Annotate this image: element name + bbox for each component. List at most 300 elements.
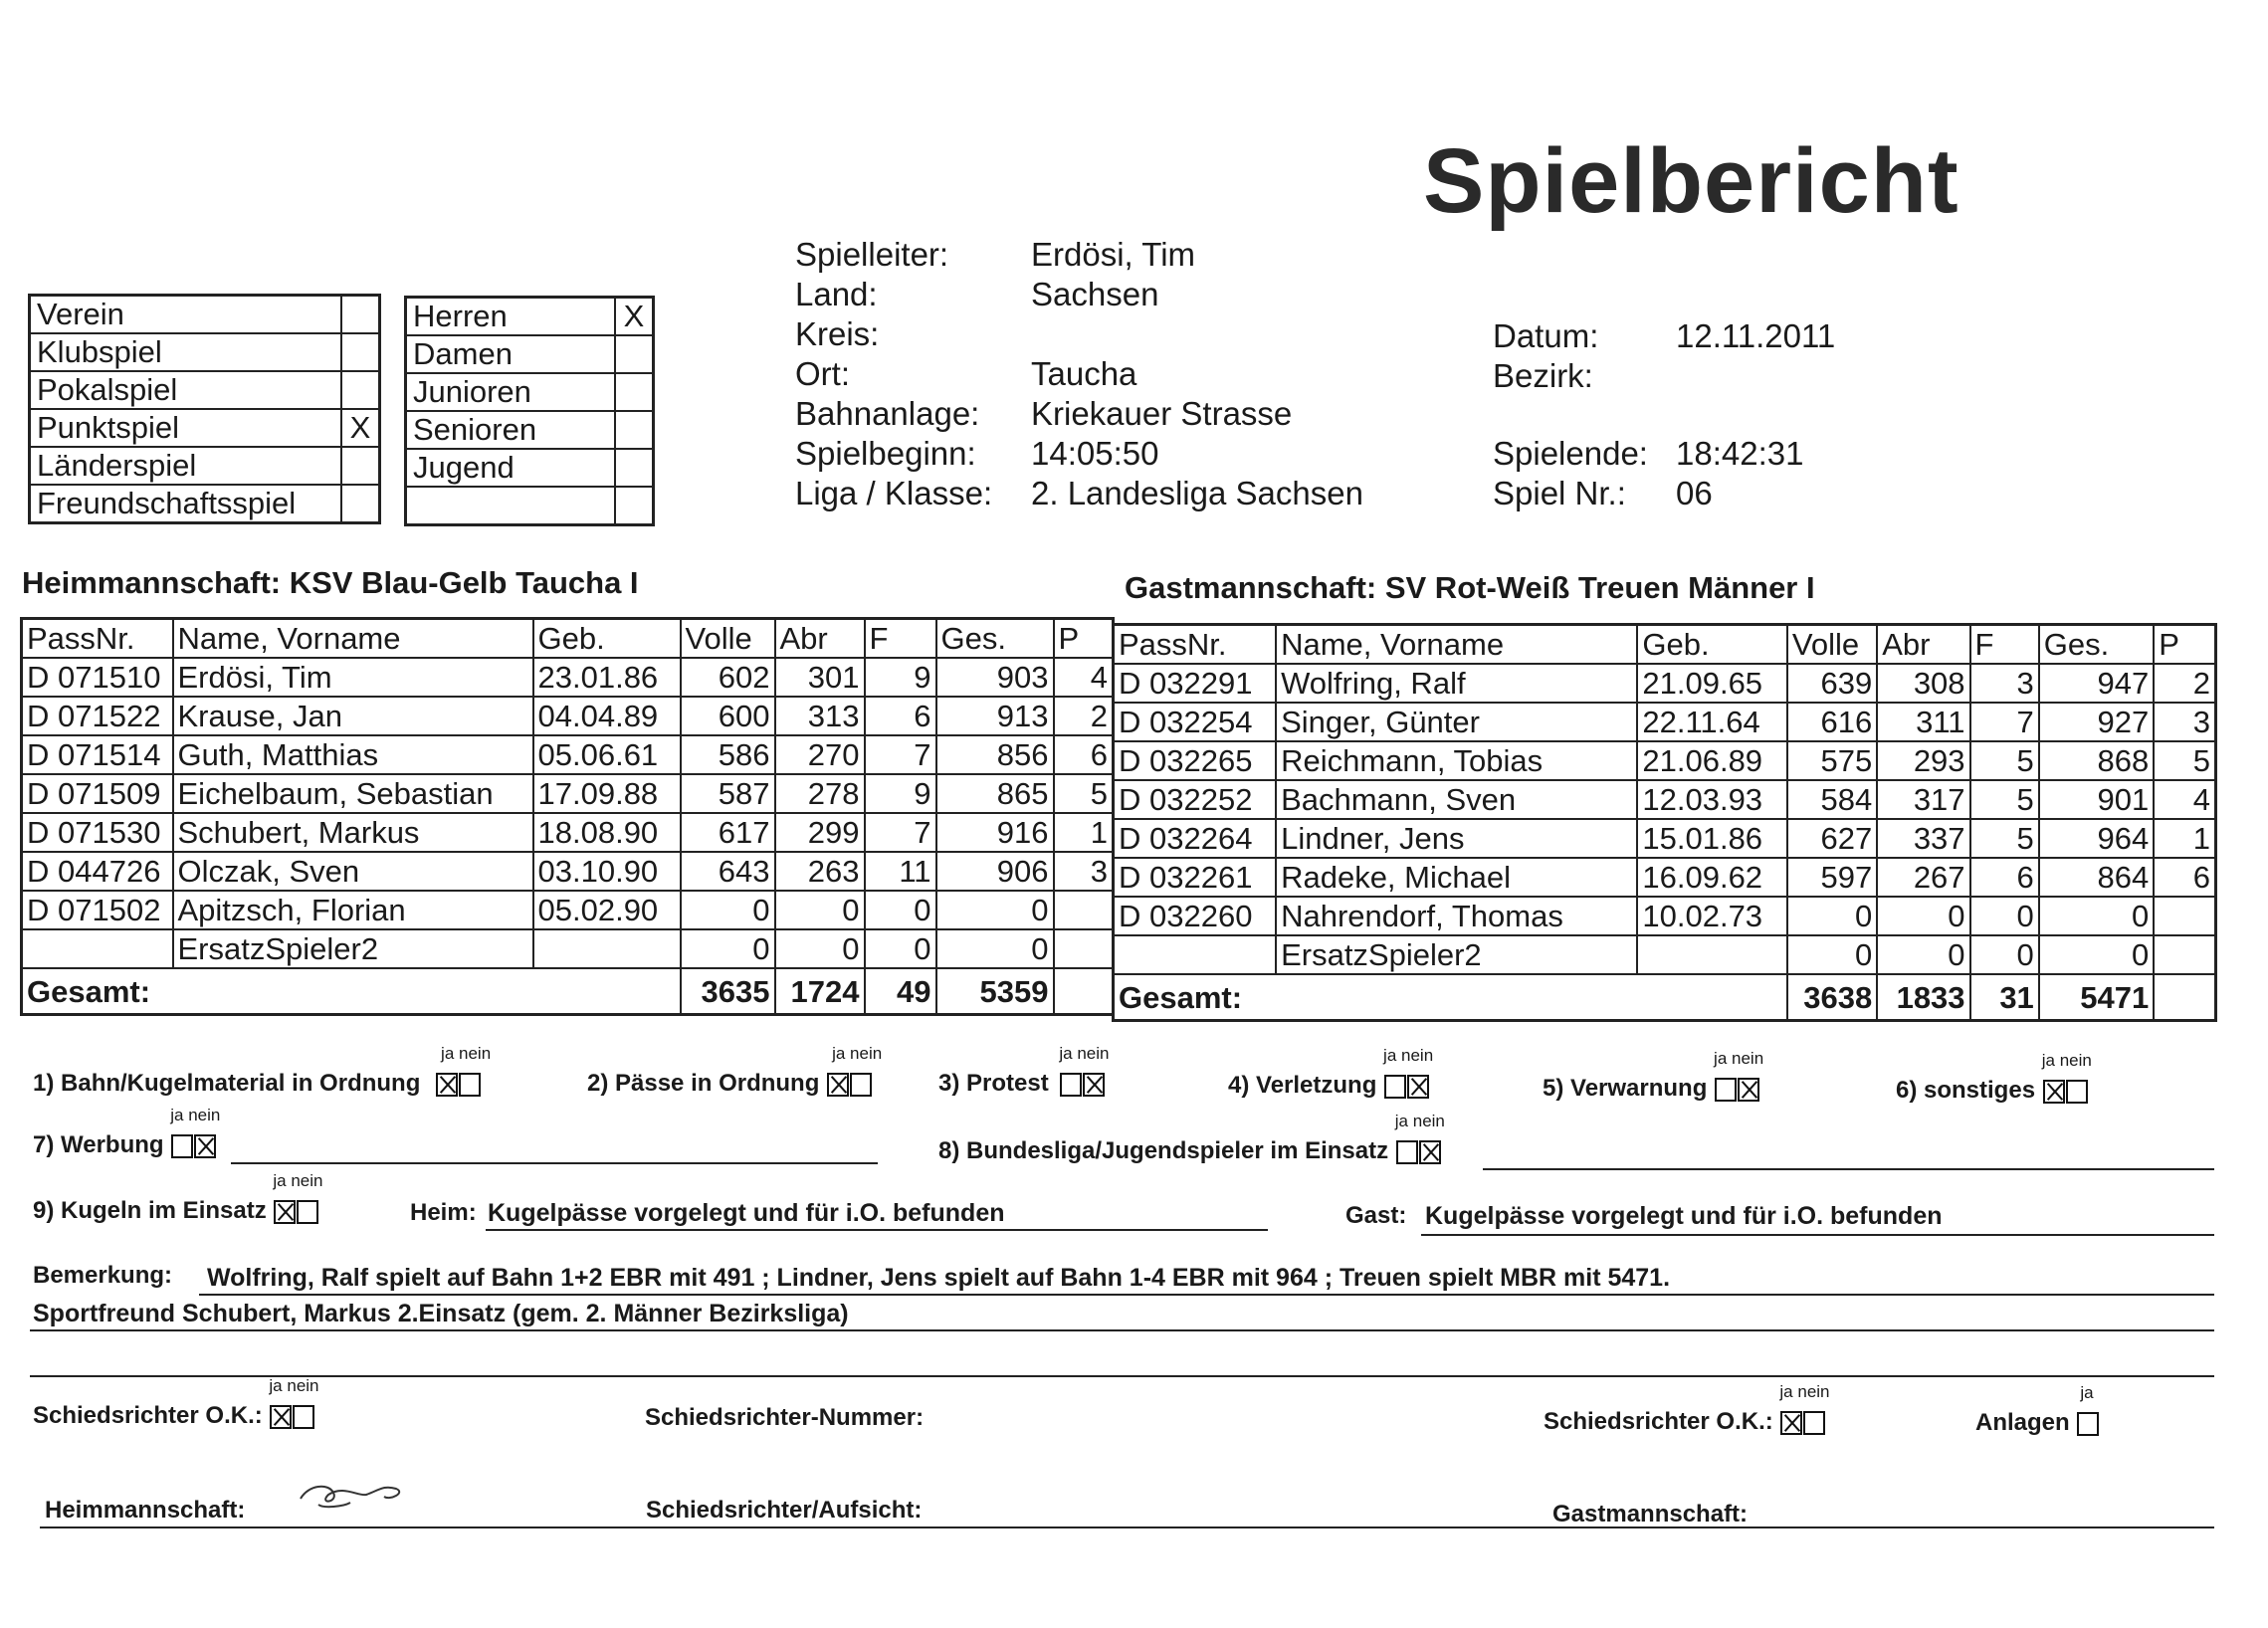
label-ort: Ort: bbox=[795, 355, 850, 392]
home-cell: 0 bbox=[865, 929, 936, 968]
anlagen-ja-checkbox[interactable] bbox=[2077, 1412, 2099, 1436]
guest-cell: 6 bbox=[1970, 858, 2039, 897]
guest-cell: D 032264 bbox=[1114, 819, 1277, 858]
bemerkung-line2[interactable]: Sportfreund Schubert, Markus 2.Einsatz (gem. 2. Männer Bezirksliga) bbox=[33, 1300, 849, 1327]
home-total-cell: 49 bbox=[865, 968, 936, 1015]
game-type-mark[interactable] bbox=[341, 333, 380, 371]
value-spielende: 18:42:31 bbox=[1676, 435, 1804, 472]
home-cell: 278 bbox=[775, 774, 865, 813]
bemerkung-line2-rule bbox=[30, 1329, 2214, 1331]
ja-label: ja bbox=[441, 1044, 455, 1063]
home-cell bbox=[22, 929, 173, 968]
table-row bbox=[22, 697, 1114, 735]
home-cell: 617 bbox=[681, 813, 775, 852]
question-6 bbox=[1896, 1051, 2092, 1105]
value-liga: 2. Landesliga Sachsen bbox=[1031, 475, 1363, 511]
table-row bbox=[1114, 780, 2216, 819]
schiri-ok-left-ja-checkbox[interactable] bbox=[270, 1405, 292, 1429]
home-cell: Schubert, Markus bbox=[173, 813, 533, 852]
home-cell bbox=[1054, 891, 1114, 929]
home-cell: 17.09.88 bbox=[533, 774, 681, 813]
question-7-label: 7) Werbung bbox=[33, 1131, 164, 1158]
anlagen bbox=[1975, 1383, 2099, 1437]
guest-cell: 337 bbox=[1877, 819, 1969, 858]
home-cell: 9 bbox=[865, 774, 936, 813]
q5-nein-checkbox[interactable] bbox=[1738, 1078, 1759, 1102]
guest-team-label: Gastmannschaft: SV Rot-Weiß Treuen Männer I bbox=[1125, 570, 1815, 605]
kugeln-heim-value[interactable]: Kugelpässe vorgelegt und für i.O. befunden bbox=[488, 1199, 1005, 1227]
guest-cell: 947 bbox=[2039, 664, 2154, 703]
home-header-cell: Abr bbox=[775, 619, 865, 659]
label-liga: Liga / Klasse: bbox=[795, 475, 993, 511]
schiri-nummer-label: Schiedsrichter-Nummer: bbox=[645, 1404, 925, 1431]
home-cell: 313 bbox=[775, 697, 865, 735]
table-row bbox=[1114, 741, 2216, 780]
guest-cell: 21.09.65 bbox=[1637, 664, 1787, 703]
home-cell: 6 bbox=[1054, 735, 1114, 774]
category-box bbox=[404, 296, 655, 526]
home-header-cell: PassNr. bbox=[22, 619, 173, 659]
home-cell: 586 bbox=[681, 735, 775, 774]
q2-ja-checkbox[interactable] bbox=[827, 1073, 849, 1097]
q2-nein-checkbox[interactable] bbox=[850, 1073, 872, 1097]
guest-cell: 597 bbox=[1787, 858, 1877, 897]
home-cell: 05.06.61 bbox=[533, 735, 681, 774]
question-2 bbox=[587, 1044, 883, 1098]
game-type-label: Verein bbox=[30, 296, 342, 334]
home-cell: 6 bbox=[865, 697, 936, 735]
home-cell: 0 bbox=[681, 891, 775, 929]
q9-ja-checkbox[interactable] bbox=[274, 1200, 296, 1224]
table-row bbox=[1114, 858, 2216, 897]
q1-ja-checkbox[interactable] bbox=[436, 1073, 458, 1097]
guest-cell: 267 bbox=[1877, 858, 1969, 897]
guest-cell: 5 bbox=[1970, 780, 2039, 819]
label-kreis: Kreis: bbox=[795, 315, 880, 352]
question-8 bbox=[938, 1112, 1445, 1165]
nein-label: nein bbox=[1797, 1382, 1830, 1401]
home-cell: 05.02.90 bbox=[533, 891, 681, 929]
home-total-row bbox=[22, 968, 1114, 1015]
guest-header-cell: PassNr. bbox=[1114, 625, 1277, 665]
home-cell: D 044726 bbox=[22, 852, 173, 891]
guest-cell: D 032265 bbox=[1114, 741, 1277, 780]
q4-ja-checkbox[interactable] bbox=[1384, 1075, 1406, 1099]
kugeln-gast-value[interactable]: Kugelpässe vorgelegt und für i.O. befunden bbox=[1425, 1202, 1943, 1230]
schiri-ok-left-label: Schiedsrichter O.K.: bbox=[33, 1402, 263, 1429]
category-mark[interactable] bbox=[615, 411, 654, 449]
value-ort: Taucha bbox=[1031, 355, 1137, 392]
guest-cell: D 032261 bbox=[1114, 858, 1277, 897]
category-mark[interactable] bbox=[615, 449, 654, 487]
home-cell: D 071509 bbox=[22, 774, 173, 813]
gast-signature-label: Gastmannschaft: bbox=[1552, 1501, 1749, 1527]
anlagen-label: Anlagen bbox=[1975, 1409, 2070, 1436]
game-type-label: Länderspiel bbox=[30, 447, 342, 485]
value-spielleiter: Erdösi, Tim bbox=[1031, 236, 1196, 273]
label-bahnanlage: Bahnanlage: bbox=[795, 395, 980, 432]
guest-cell: 901 bbox=[2039, 780, 2154, 819]
guest-header-cell: Name, Vorname bbox=[1276, 625, 1637, 665]
guest-total-cell: 1833 bbox=[1877, 974, 1969, 1021]
question-7 bbox=[33, 1106, 221, 1159]
home-total-cell: 3635 bbox=[681, 968, 775, 1015]
guest-cell: Reichmann, Tobias bbox=[1276, 741, 1637, 780]
guest-cell: Wolfring, Ralf bbox=[1276, 664, 1637, 703]
home-cell bbox=[1054, 929, 1114, 968]
question-9-label: 9) Kugeln im Einsatz bbox=[33, 1197, 267, 1224]
category-mark[interactable]: X bbox=[615, 298, 654, 336]
home-cell: 4 bbox=[1054, 658, 1114, 697]
nein-label: nein bbox=[1412, 1112, 1445, 1130]
question-4-label: 4) Verletzung bbox=[1228, 1072, 1377, 1099]
guest-cell: 0 bbox=[1877, 897, 1969, 935]
kugeln-gast-label: Gast: bbox=[1345, 1202, 1407, 1229]
guest-cell: 927 bbox=[2039, 703, 2154, 741]
value-land: Sachsen bbox=[1031, 276, 1159, 312]
question-5-label: 5) Verwarnung bbox=[1543, 1075, 1708, 1102]
home-cell: Krause, Jan bbox=[173, 697, 533, 735]
guest-cell: D 032254 bbox=[1114, 703, 1277, 741]
label-spielnr: Spiel Nr.: bbox=[1493, 475, 1626, 511]
guest-header-cell: F bbox=[1970, 625, 2039, 665]
guest-cell: 2 bbox=[2154, 664, 2215, 703]
home-header-cell: Name, Vorname bbox=[173, 619, 533, 659]
guest-cell: 0 bbox=[1970, 935, 2039, 974]
home-cell: 2 bbox=[1054, 697, 1114, 735]
guest-cell: 964 bbox=[2039, 819, 2154, 858]
guest-cell bbox=[2154, 897, 2215, 935]
home-cell: 270 bbox=[775, 735, 865, 774]
guest-cell: 616 bbox=[1787, 703, 1877, 741]
nein-label: nein bbox=[1077, 1044, 1110, 1063]
game-type-box bbox=[28, 294, 381, 524]
home-cell: 301 bbox=[775, 658, 865, 697]
game-type-mark[interactable]: X bbox=[341, 409, 380, 447]
home-cell: 1 bbox=[1054, 813, 1114, 852]
guest-cell: 6 bbox=[2154, 858, 2215, 897]
q7-nein-checkbox[interactable] bbox=[194, 1134, 216, 1158]
home-total-cell: 5359 bbox=[936, 968, 1054, 1015]
guest-cell: 15.01.86 bbox=[1637, 819, 1787, 858]
guest-cell: 16.09.62 bbox=[1637, 858, 1787, 897]
guest-total-cell bbox=[2154, 974, 2215, 1021]
home-cell: 587 bbox=[681, 774, 775, 813]
guest-cell: Radeke, Michael bbox=[1276, 858, 1637, 897]
home-header-cell: F bbox=[865, 619, 936, 659]
game-type-label: Pokalspiel bbox=[30, 371, 342, 409]
table-row bbox=[22, 813, 1114, 852]
home-roster-table bbox=[20, 617, 1115, 1016]
guest-cell: D 032260 bbox=[1114, 897, 1277, 935]
guest-cell: 311 bbox=[1877, 703, 1969, 741]
guest-cell: 5 bbox=[1970, 741, 2039, 780]
guest-cell: 0 bbox=[1787, 935, 1877, 974]
label-land: Land: bbox=[795, 276, 878, 312]
label-datum: Datum: bbox=[1493, 317, 1599, 354]
q7-line bbox=[231, 1162, 878, 1164]
q8-nein-checkbox[interactable] bbox=[1419, 1140, 1441, 1164]
home-cell: 903 bbox=[936, 658, 1054, 697]
table-row bbox=[22, 891, 1114, 929]
guest-cell: 0 bbox=[1970, 897, 2039, 935]
home-cell: 7 bbox=[865, 813, 936, 852]
home-cell: 03.10.90 bbox=[533, 852, 681, 891]
home-cell: 0 bbox=[936, 929, 1054, 968]
q7-ja-checkbox[interactable] bbox=[171, 1134, 193, 1158]
guest-total-cell: 3638 bbox=[1787, 974, 1877, 1021]
signature-scribble bbox=[289, 1465, 438, 1525]
game-type-label: Freundschaftsspiel bbox=[30, 485, 342, 523]
table-row bbox=[1114, 703, 2216, 741]
guest-cell bbox=[2154, 935, 2215, 974]
q6-nein-checkbox[interactable] bbox=[2066, 1080, 2088, 1104]
home-cell: 9 bbox=[865, 658, 936, 697]
guest-header-cell: Geb. bbox=[1637, 625, 1787, 665]
guest-header-cell: P bbox=[2154, 625, 2215, 665]
home-cell: D 071522 bbox=[22, 697, 173, 735]
guest-cell: 627 bbox=[1787, 819, 1877, 858]
q3-nein-checkbox[interactable] bbox=[1083, 1073, 1105, 1097]
category-label: Junioren bbox=[406, 373, 616, 411]
guest-total-cell: 31 bbox=[1970, 974, 2039, 1021]
guest-header-cell: Volle bbox=[1787, 625, 1877, 665]
q1-nein-checkbox[interactable] bbox=[459, 1073, 481, 1097]
question-5 bbox=[1543, 1049, 1764, 1103]
nein-label: nein bbox=[287, 1376, 319, 1395]
guest-cell: 5 bbox=[2154, 741, 2215, 780]
home-header-cell: Volle bbox=[681, 619, 775, 659]
home-header-cell: Geb. bbox=[533, 619, 681, 659]
home-cell: D 071530 bbox=[22, 813, 173, 852]
q4-nein-checkbox[interactable] bbox=[1407, 1075, 1429, 1099]
home-cell: 643 bbox=[681, 852, 775, 891]
table-row bbox=[1114, 897, 2216, 935]
guest-cell: 21.06.89 bbox=[1637, 741, 1787, 780]
guest-cell: 308 bbox=[1877, 664, 1969, 703]
home-cell: 906 bbox=[936, 852, 1054, 891]
kugeln-heim-line bbox=[486, 1229, 1268, 1231]
table-row bbox=[1114, 935, 2216, 974]
bemerkung-line1-rule bbox=[199, 1294, 2214, 1296]
home-cell: 0 bbox=[936, 891, 1054, 929]
question-2-label: 2) Pässe in Ordnung bbox=[587, 1070, 820, 1097]
ja-label: ja bbox=[170, 1106, 184, 1124]
guest-cell: 639 bbox=[1787, 664, 1877, 703]
home-cell: 263 bbox=[775, 852, 865, 891]
kugeln-gast-line bbox=[1421, 1234, 2214, 1236]
home-cell: 0 bbox=[865, 891, 936, 929]
table-row bbox=[1114, 664, 2216, 703]
guest-total-label: Gesamt: bbox=[1114, 974, 1787, 1021]
page-title: Spielbericht bbox=[1423, 130, 1959, 232]
ja-label: ja bbox=[1714, 1049, 1728, 1068]
home-cell bbox=[533, 929, 681, 968]
bemerkung-line1[interactable]: Wolfring, Ralf spielt auf Bahn 1+2 EBR mit 491 ; Lindner, Jens spielt auf Bahn 1-4 EBR mit 964 ; Treuen spielt MBR mit 5471. bbox=[207, 1264, 1671, 1292]
guest-cell: Bachmann, Sven bbox=[1276, 780, 1637, 819]
guest-cell bbox=[1637, 935, 1787, 974]
label-spielende: Spielende: bbox=[1493, 435, 1648, 472]
bemerkung-line3-rule bbox=[30, 1375, 2214, 1377]
guest-cell: Lindner, Jens bbox=[1276, 819, 1637, 858]
aufsicht-signature-label: Schiedsrichter/Aufsicht: bbox=[646, 1497, 923, 1524]
home-cell: 856 bbox=[936, 735, 1054, 774]
question-8-label: 8) Bundesliga/Jugendspieler im Einsatz bbox=[938, 1137, 1389, 1164]
home-cell: Erdösi, Tim bbox=[173, 658, 533, 697]
question-1-label: 1) Bahn/Kugelmaterial in Ordnung bbox=[33, 1070, 421, 1097]
heim-signature-label: Heimmannschaft: bbox=[45, 1497, 246, 1524]
home-cell: 299 bbox=[775, 813, 865, 852]
table-row bbox=[22, 735, 1114, 774]
nein-label: nein bbox=[291, 1171, 323, 1190]
guest-cell: 864 bbox=[2039, 858, 2154, 897]
home-team-label: Heimmannschaft: KSV Blau-Gelb Taucha I bbox=[22, 565, 639, 600]
value-kreis bbox=[1031, 314, 1363, 354]
question-4 bbox=[1228, 1046, 1434, 1100]
game-type-mark[interactable] bbox=[341, 371, 380, 409]
guest-roster-table bbox=[1112, 623, 2217, 1022]
category-label bbox=[406, 487, 616, 525]
schiri-ok-right-ja-checkbox[interactable] bbox=[1780, 1411, 1802, 1435]
label-bezirk: Bezirk: bbox=[1493, 357, 1593, 394]
ja-label: ja bbox=[269, 1376, 283, 1395]
home-cell: 913 bbox=[936, 697, 1054, 735]
nein-label: nein bbox=[2059, 1051, 2092, 1070]
ja-label: ja bbox=[1059, 1044, 1073, 1063]
q8-ja-checkbox[interactable] bbox=[1396, 1140, 1418, 1164]
category-label: Damen bbox=[406, 335, 616, 373]
guest-cell: 22.11.64 bbox=[1637, 703, 1787, 741]
q5-ja-checkbox[interactable] bbox=[1715, 1078, 1737, 1102]
label-spielbeginn: Spielbeginn: bbox=[795, 435, 976, 472]
ja-label: ja bbox=[273, 1171, 287, 1190]
category-label: Jugend bbox=[406, 449, 616, 487]
nein-label: nein bbox=[850, 1044, 883, 1063]
guest-cell: 7 bbox=[1970, 703, 2039, 741]
schiri-ok-left-nein-checkbox[interactable] bbox=[293, 1405, 314, 1429]
home-cell: D 071514 bbox=[22, 735, 173, 774]
guest-total-row bbox=[1114, 974, 2216, 1021]
schiri-ok-right-nein-checkbox[interactable] bbox=[1803, 1411, 1825, 1435]
home-total-cell: 1724 bbox=[775, 968, 865, 1015]
q6-ja-checkbox[interactable] bbox=[2043, 1080, 2065, 1104]
home-cell: 23.01.86 bbox=[533, 658, 681, 697]
home-cell: 865 bbox=[936, 774, 1054, 813]
home-cell: Olczak, Sven bbox=[173, 852, 533, 891]
category-mark[interactable] bbox=[615, 373, 654, 411]
question-3 bbox=[938, 1044, 1110, 1098]
home-cell: Apitzsch, Florian bbox=[173, 891, 533, 929]
guest-cell: D 032291 bbox=[1114, 664, 1277, 703]
home-cell: 04.04.89 bbox=[533, 697, 681, 735]
home-cell: 18.08.90 bbox=[533, 813, 681, 852]
guest-cell: 0 bbox=[1877, 935, 1969, 974]
home-cell: ErsatzSpieler2 bbox=[173, 929, 533, 968]
value-datum: 12.11.2011 bbox=[1676, 317, 1836, 354]
game-type-mark[interactable] bbox=[341, 447, 380, 485]
nein-label: nein bbox=[1401, 1046, 1434, 1065]
home-cell: Guth, Matthias bbox=[173, 735, 533, 774]
value-bahnanlage: Kriekauer Strasse bbox=[1031, 395, 1293, 432]
q8-line bbox=[1483, 1168, 2214, 1170]
guest-cell: 868 bbox=[2039, 741, 2154, 780]
table-row bbox=[22, 852, 1114, 891]
home-cell: Eichelbaum, Sebastian bbox=[173, 774, 533, 813]
guest-header-row bbox=[1114, 625, 2216, 665]
guest-cell: ErsatzSpieler2 bbox=[1276, 935, 1637, 974]
table-row bbox=[22, 774, 1114, 813]
guest-cell: Singer, Günter bbox=[1276, 703, 1637, 741]
category-mark[interactable] bbox=[615, 487, 654, 525]
table-row bbox=[22, 929, 1114, 968]
ja-label: ja bbox=[1383, 1046, 1397, 1065]
label-spielleiter: Spielleiter: bbox=[795, 236, 949, 273]
q9-nein-checkbox[interactable] bbox=[297, 1200, 318, 1224]
home-header-cell: Ges. bbox=[936, 619, 1054, 659]
home-cell: 5 bbox=[1054, 774, 1114, 813]
nein-label: nein bbox=[459, 1044, 492, 1063]
home-cell: 0 bbox=[775, 891, 865, 929]
guest-header-cell: Abr bbox=[1877, 625, 1969, 665]
guest-total-cell: 5471 bbox=[2039, 974, 2154, 1021]
guest-cell: 317 bbox=[1877, 780, 1969, 819]
guest-cell: 10.02.73 bbox=[1637, 897, 1787, 935]
guest-cell: 1 bbox=[2154, 819, 2215, 858]
nein-label: nein bbox=[1732, 1049, 1764, 1068]
category-label: Senioren bbox=[406, 411, 616, 449]
table-row bbox=[22, 658, 1114, 697]
home-header-row bbox=[22, 619, 1114, 659]
guest-cell: 3 bbox=[2154, 703, 2215, 741]
guest-cell: 12.03.93 bbox=[1637, 780, 1787, 819]
ja-label: ja bbox=[1779, 1382, 1793, 1401]
schiri-ok-left bbox=[33, 1376, 319, 1430]
value-spielnr: 06 bbox=[1676, 475, 1713, 511]
home-total-cell bbox=[1054, 968, 1114, 1015]
guest-cell: 0 bbox=[1787, 897, 1877, 935]
guest-cell: 575 bbox=[1787, 741, 1877, 780]
guest-cell: Nahrendorf, Thomas bbox=[1276, 897, 1637, 935]
guest-cell: 293 bbox=[1877, 741, 1969, 780]
guest-cell: 5 bbox=[1970, 819, 2039, 858]
signature-rule bbox=[40, 1526, 2214, 1528]
info-labels bbox=[795, 235, 992, 513]
category-label: Herren bbox=[406, 298, 616, 336]
q3-ja-checkbox[interactable] bbox=[1060, 1073, 1082, 1097]
question-1 bbox=[33, 1044, 492, 1098]
ja-label: ja bbox=[2080, 1383, 2094, 1402]
info-values bbox=[1031, 235, 1363, 513]
schiri-ok-right bbox=[1544, 1382, 1830, 1436]
game-type-mark[interactable] bbox=[341, 485, 380, 523]
bemerkung-label: Bemerkung: bbox=[33, 1262, 173, 1289]
home-cell: 0 bbox=[775, 929, 865, 968]
guest-cell: 584 bbox=[1787, 780, 1877, 819]
kugeln-heim-label: Heim: bbox=[410, 1199, 477, 1226]
home-cell: D 071502 bbox=[22, 891, 173, 929]
category-mark[interactable] bbox=[615, 335, 654, 373]
question-6-label: 6) sonstiges bbox=[1896, 1077, 2036, 1104]
home-cell: 7 bbox=[865, 735, 936, 774]
home-cell: 916 bbox=[936, 813, 1054, 852]
table-row bbox=[1114, 819, 2216, 858]
game-type-label: Punktspiel bbox=[30, 409, 342, 447]
home-cell: 3 bbox=[1054, 852, 1114, 891]
game-type-mark[interactable] bbox=[341, 296, 380, 334]
guest-cell bbox=[1114, 935, 1277, 974]
guest-cell: 0 bbox=[2039, 935, 2154, 974]
ja-label: ja bbox=[1394, 1112, 1409, 1130]
